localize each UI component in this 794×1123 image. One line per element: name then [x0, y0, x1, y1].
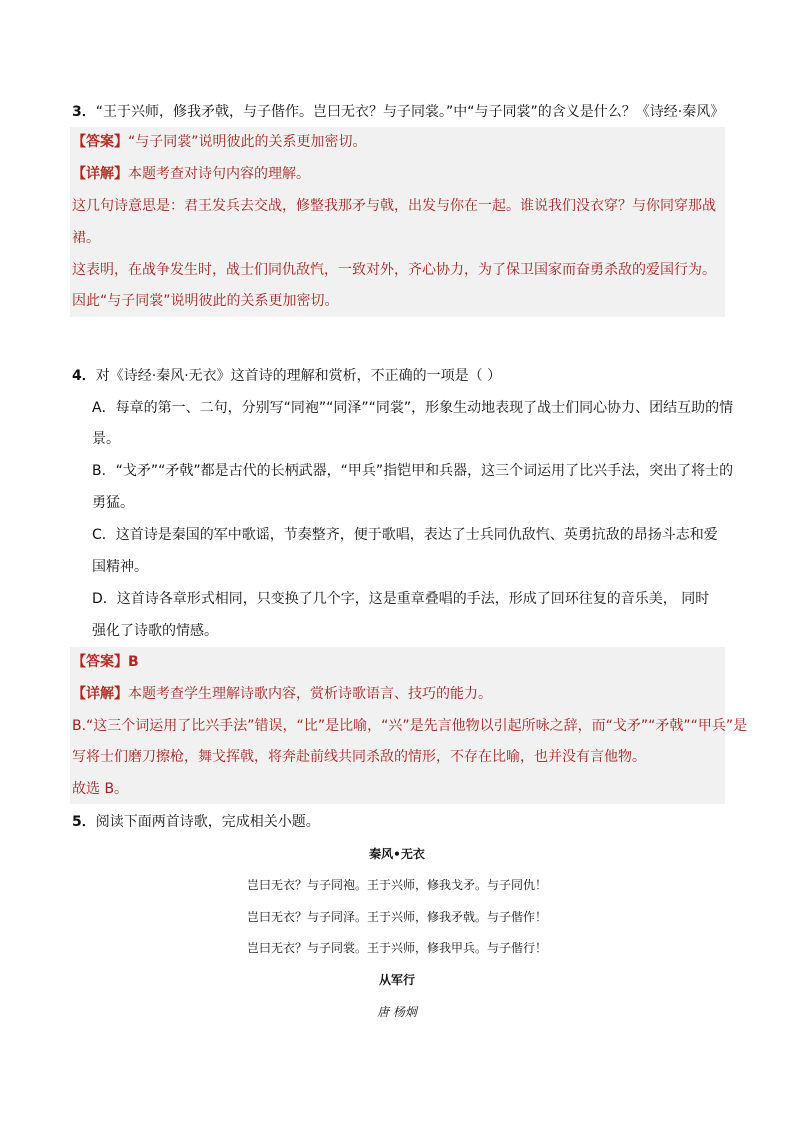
question-text: 对《诗经·秦风·无衣》这首诗的理解和赏析，不正确的一项是（ ）	[95, 368, 502, 384]
answer-line	[72, 132, 722, 152]
answer-box-3	[70, 127, 725, 317]
poem-line: 岂曰无衣？与子同裳。王于兴师，修我甲兵。与子偕行！	[246, 941, 547, 955]
question-number: 4．	[72, 368, 96, 384]
question-3	[72, 102, 727, 122]
option-c: C．这首诗是秦国的军中歌谣，节奏整齐，便于歌唱，表达了士兵同仇敌忾、英勇抗敌的昂扬斗志和爱	[92, 527, 718, 543]
answer-text: B	[128, 654, 139, 670]
question-number: 5．	[72, 814, 96, 830]
answer-label: 【答案】	[72, 654, 128, 670]
option-b: B．“戈矛”“矛戟”都是古代的长柄武器，“甲兵”指铠甲和兵器，这三个词运用了比兴手法，突出了将士的	[92, 463, 734, 479]
poem-author: 唐 杨炯	[377, 1005, 417, 1019]
answer-line	[72, 652, 722, 672]
detail-line	[72, 164, 722, 184]
poem-title: 从军行	[378, 973, 415, 987]
detail-label: 【详解】	[72, 166, 128, 182]
detail-text: 本题考查学生理解诗歌内容，赏析诗歌语言、技巧的能力。	[128, 686, 492, 702]
option-c-cont: 国精神。	[92, 559, 148, 575]
answer-label: 【答案】	[72, 134, 128, 150]
poem-line: 岂曰无衣？与子同泽。王于兴师，修我矛戟。与子偕作！	[246, 910, 547, 924]
question-5	[72, 812, 727, 832]
detail-text: 本题考查对诗句内容的理解。	[128, 166, 310, 182]
detail-label: 【详解】	[72, 686, 128, 702]
option-d-cont: 强化了诗歌的情感。	[92, 623, 218, 639]
option-a-cont: 景。	[92, 431, 120, 447]
question-4	[72, 366, 727, 386]
explanation-line: 故选 B。	[72, 781, 129, 797]
option-a: A．每章的第一、二句，分别写“同袍”“同泽”“同裳”，形象生动地表现了战士们同心协力、团结互助的情	[92, 400, 734, 416]
question-text: “王于兴师，修我矛戟，与子偕作。岂曰无衣？与子同裳。”中“与子同裳”的含义是什么？《诗经·秦风》	[95, 104, 725, 120]
poem-title: 秦风•无衣	[369, 847, 425, 861]
detail-line	[72, 684, 722, 704]
option-b-cont: 勇猛。	[92, 495, 134, 511]
explanation-line: 这几句诗意思是：君王发兵去交战，修整我那矛与戟，出发与你在一起。谁说我们没衣穿？与你同穿那战	[72, 198, 716, 214]
question-text: 阅读下面两首诗歌，完成相关小题。	[95, 814, 320, 830]
explanation-line: 写将士们磨刀擦枪，舞戈挥戟，将奔赴前线共同杀敌的情形，不存在比喻，也并没有言他物。	[72, 749, 646, 765]
explanation-line: 这表明，在战争发生时，战士们同仇敌忾，一致对外，齐心协力，为了保卫国家而奋勇杀敌的爱国行为。	[72, 262, 716, 278]
poem-line: 岂曰无衣？与子同袍。王于兴师，修我戈矛。与子同仇！	[246, 878, 547, 892]
explanation-line: 因此“与子同裳”说明彼此的关系更加密切。	[72, 293, 339, 309]
option-d: D．这首诗各章形式相同，只变换了几个字，这是重章叠唱的手法，形成了回环往复的音乐美， 同时	[92, 591, 710, 607]
question-number: 3．	[72, 104, 96, 120]
explanation-line: 裙。	[72, 230, 100, 246]
answer-text: “与子同裳”说明彼此的关系更加密切。	[128, 134, 367, 150]
explanation-line: B.“这三个词运用了比兴手法”错误，“比”是比喻，“兴”是先言他物以引起所咏之辞，而“戈矛”“矛戟”“甲兵”是	[72, 718, 748, 734]
